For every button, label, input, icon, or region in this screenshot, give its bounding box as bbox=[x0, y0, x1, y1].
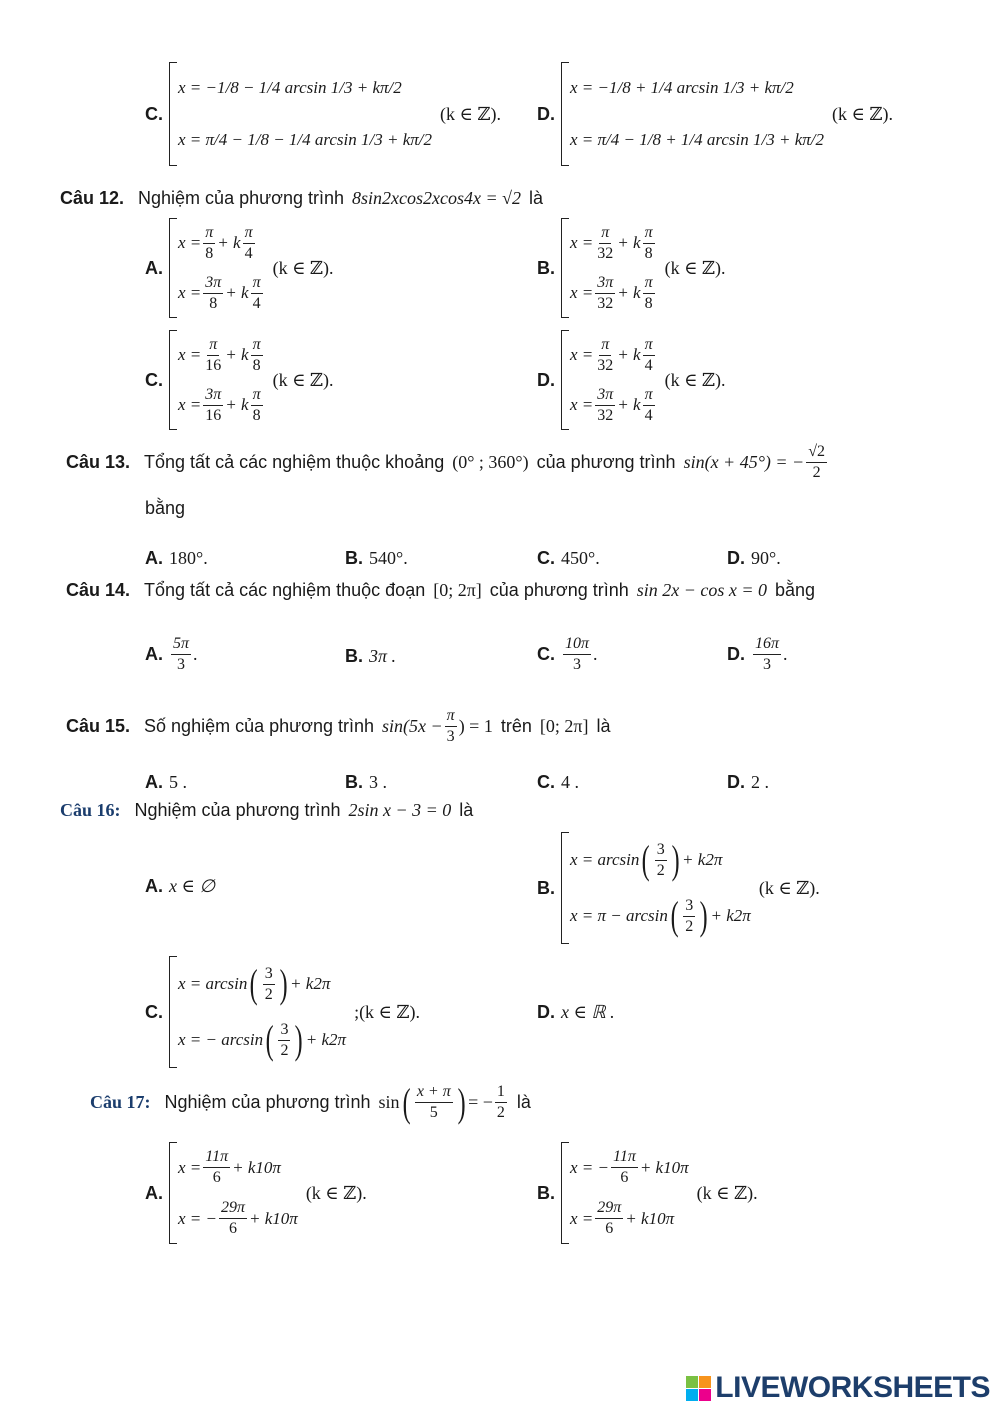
equation-fraction: $\frac{\pi}{3}$ bbox=[446, 707, 455, 745]
equation-row: x = − arcsin ( $\frac{3}{2}$ ) + k2π bbox=[178, 1017, 347, 1062]
option-label: A. bbox=[145, 644, 163, 664]
equation-row: x = π/4 − 1/8 + 1/4 arcsin 1/3 + kπ/2 bbox=[570, 130, 824, 149]
option-label: A. bbox=[145, 257, 163, 278]
q11-option-c[interactable] bbox=[145, 62, 501, 166]
q14-option-c[interactable]: C. $\frac{10\pi}{3}$ . bbox=[537, 635, 598, 673]
interval: (0° ; 360°) bbox=[452, 452, 529, 472]
option-label: C. bbox=[145, 369, 163, 390]
equation: 8sin2xcos2xcos4x = √2 bbox=[352, 188, 521, 208]
option-label: B. bbox=[537, 257, 555, 278]
question-number: Câu 17: bbox=[90, 1092, 151, 1112]
system-bracket bbox=[561, 832, 751, 944]
liveworksheets-logo bbox=[686, 1371, 990, 1405]
option-label: B. bbox=[345, 646, 363, 666]
question-text: Nghiệm của phương trình bbox=[138, 188, 344, 208]
question-14 bbox=[66, 580, 823, 601]
question-tail: là bbox=[516, 1092, 531, 1112]
option-label: C. bbox=[537, 772, 555, 792]
system-bracket bbox=[561, 218, 657, 318]
equation-row: x = $\frac{\pi}{16}$ + k $\frac{\pi}{8}$ bbox=[178, 335, 261, 374]
system-bracket bbox=[561, 1142, 689, 1244]
question-15 bbox=[66, 706, 618, 747]
option-label: D. bbox=[537, 1002, 555, 1022]
equation: 2sin x − 3 = 0 bbox=[348, 800, 452, 820]
option-label: D. bbox=[537, 103, 555, 124]
option-value: 90°. bbox=[751, 548, 781, 568]
equation-row: x = arcsin ( $\frac{3}{2}$ ) + k2π bbox=[570, 837, 723, 882]
k-integer-note: (k ∈ ℤ). bbox=[440, 103, 501, 124]
k-integer-note: (k ∈ ℤ). bbox=[696, 1182, 758, 1203]
option-label: D. bbox=[727, 772, 745, 792]
system-bracket bbox=[169, 330, 265, 430]
q13-option-c[interactable] bbox=[537, 548, 600, 569]
k-integer-note: (k ∈ ℤ). bbox=[272, 257, 334, 278]
option-value: 5 . bbox=[169, 772, 187, 792]
k-integer-note: ;(k ∈ ℤ). bbox=[354, 1001, 421, 1022]
equation-row: x = − $\frac{11\pi}{6}$ + k10π bbox=[570, 1148, 689, 1186]
equation-row: x = −1/8 + 1/4 arcsin 1/3 + kπ/2 bbox=[570, 78, 794, 97]
option-fraction: $\frac{10\pi}{3}$ bbox=[565, 635, 590, 673]
equation-row: x = $\frac{3\pi}{16}$ + k $\frac{\pi}{8}$ bbox=[178, 385, 261, 424]
equation-row: x = −1/8 − 1/4 arcsin 1/3 + kπ/2 bbox=[178, 78, 402, 97]
system-bracket bbox=[169, 62, 432, 166]
q12-option-c[interactable] bbox=[145, 330, 334, 430]
equation-fraction: $\frac{√2}{2}$ bbox=[808, 443, 825, 481]
q17-option-a[interactable] bbox=[145, 1142, 367, 1244]
question-number: Câu 15. bbox=[66, 716, 131, 736]
brand-text: LIVEWORKSHEETS bbox=[715, 1371, 990, 1404]
equation-row: x = $\frac{\pi}{8}$ + k $\frac{\pi}{4}$ bbox=[178, 223, 253, 262]
q11-option-d[interactable] bbox=[537, 62, 893, 166]
option-fraction: $\frac{5\pi}{3}$ bbox=[173, 635, 190, 673]
equation-row: x = $\frac{3\pi}{8}$ + k $\frac{\pi}{4}$ bbox=[178, 273, 261, 312]
question-text: Số nghiệm của phương trình bbox=[144, 716, 375, 736]
option-value: 180°. bbox=[169, 548, 208, 568]
q15-option-a[interactable] bbox=[145, 772, 187, 793]
q14-option-a[interactable]: A. $\frac{5\pi}{3}$ . bbox=[145, 635, 198, 673]
question-text-2: của phương trình bbox=[489, 580, 629, 600]
question-text: Nghiệm của phương trình bbox=[134, 800, 341, 820]
equation-row: x = $\frac{\pi}{32}$ + k $\frac{\pi}{4}$ bbox=[570, 335, 653, 374]
option-label: A. bbox=[145, 772, 163, 792]
question-text: Nghiệm của phương trình bbox=[164, 1092, 371, 1112]
equation-part: sin(5x − bbox=[382, 716, 443, 736]
question-tail: là bbox=[529, 188, 544, 208]
option-label: B. bbox=[345, 548, 363, 568]
option-value: x ∈ ℝ . bbox=[561, 1002, 615, 1022]
k-integer-note: (k ∈ ℤ). bbox=[305, 1182, 367, 1203]
q16-option-c[interactable] bbox=[145, 956, 420, 1068]
interval: [0; 2π] bbox=[539, 716, 589, 736]
question-number: Câu 14. bbox=[66, 580, 131, 600]
k-integer-note: (k ∈ ℤ). bbox=[832, 103, 893, 124]
equation-row: x = − $\frac{29\pi}{6}$ + k10π bbox=[178, 1199, 298, 1237]
question-16 bbox=[60, 800, 481, 821]
equation-part: ) = 1 bbox=[458, 716, 493, 736]
option-value: 3 . bbox=[369, 772, 387, 792]
system-bracket bbox=[169, 1142, 298, 1244]
question-text: Tổng tất cả các nghiệm thuộc đoạn bbox=[144, 580, 426, 600]
question-13 bbox=[66, 442, 829, 483]
option-label: D. bbox=[727, 644, 745, 664]
option-label: C. bbox=[145, 103, 163, 124]
question-text-2: trên bbox=[500, 716, 532, 736]
system-bracket bbox=[561, 330, 657, 430]
q12-option-a[interactable] bbox=[145, 218, 334, 318]
equation-part: = − bbox=[468, 1092, 493, 1112]
equation-row: x = $\frac{11\pi}{6}$ + k10π bbox=[178, 1148, 281, 1186]
q16-option-d[interactable] bbox=[537, 1002, 615, 1023]
paren-right: ) bbox=[457, 1079, 466, 1125]
question-number: Câu 12. bbox=[60, 188, 125, 208]
q15-option-b[interactable] bbox=[345, 772, 387, 793]
question-number: Câu 13. bbox=[66, 452, 131, 472]
option-label: A. bbox=[145, 876, 163, 896]
system-bracket bbox=[561, 62, 824, 166]
q13-option-a[interactable] bbox=[145, 548, 208, 569]
equation: sin(x + 45°) = − bbox=[683, 452, 805, 472]
option-label: C. bbox=[537, 644, 555, 664]
rhs-fraction: $\frac{1}{2}$ bbox=[496, 1083, 505, 1121]
option-label: A. bbox=[145, 548, 163, 568]
k-integer-note: (k ∈ ℤ). bbox=[664, 369, 726, 390]
option-value: 450°. bbox=[561, 548, 600, 568]
option-label: B. bbox=[537, 877, 555, 898]
option-label: C. bbox=[145, 1001, 163, 1022]
q15-option-c[interactable] bbox=[537, 772, 579, 793]
equation-row: x = $\frac{29\pi}{6}$ + k10π bbox=[570, 1199, 675, 1237]
option-value: 3π . bbox=[369, 646, 397, 666]
equation-row: x = π − arcsin ( $\frac{3}{2}$ ) + k2π bbox=[570, 893, 751, 938]
equation: sin 2x − cos x = 0 bbox=[636, 580, 768, 600]
q13-option-d[interactable] bbox=[727, 548, 781, 569]
question-13-tail bbox=[145, 498, 193, 519]
system-bracket bbox=[169, 218, 265, 318]
equation-row: x = $\frac{\pi}{32}$ + k $\frac{\pi}{8}$ bbox=[570, 223, 653, 262]
option-value: 2 . bbox=[751, 772, 769, 792]
q16-option-a[interactable] bbox=[145, 876, 215, 897]
option-label: B. bbox=[537, 1182, 555, 1203]
option-label: C. bbox=[537, 548, 555, 568]
q14-option-d[interactable]: D. $\frac{16\pi}{3}$ . bbox=[727, 635, 788, 673]
question-text: Tổng tất cả các nghiệm thuộc khoảng bbox=[144, 452, 445, 472]
question-number: Câu 16: bbox=[60, 800, 121, 820]
equation-row: x = arcsin ( $\frac{3}{2}$ ) + k2π bbox=[178, 961, 331, 1006]
option-value: 540°. bbox=[369, 548, 408, 568]
option-value: 4 . bbox=[561, 772, 579, 792]
equation-row: x = $\frac{3\pi}{32}$ + k $\frac{\pi}{4}$ bbox=[570, 385, 653, 424]
equation-row: x = π/4 − 1/8 − 1/4 arcsin 1/3 + kπ/2 bbox=[178, 130, 432, 149]
q12-option-d[interactable] bbox=[537, 330, 726, 430]
question-12 bbox=[60, 188, 551, 209]
question-tail: là bbox=[459, 800, 474, 820]
q13-option-b[interactable] bbox=[345, 548, 408, 569]
equation-row: x = $\frac{3\pi}{32}$ + k $\frac{\pi}{8}$ bbox=[570, 273, 653, 312]
k-integer-note: (k ∈ ℤ). bbox=[664, 257, 726, 278]
paren-left: ( bbox=[402, 1079, 411, 1125]
question-tail: là bbox=[596, 716, 611, 736]
q17-option-b[interactable] bbox=[537, 1142, 758, 1244]
question-17 bbox=[90, 1079, 539, 1125]
question-text-2: của phương trình bbox=[536, 452, 676, 472]
system-bracket bbox=[169, 956, 346, 1068]
k-integer-note: (k ∈ ℤ). bbox=[758, 877, 820, 898]
question-tail: bằng bbox=[145, 498, 186, 518]
interval: [0; 2π] bbox=[433, 580, 482, 600]
q16-option-b[interactable] bbox=[537, 832, 820, 944]
option-label: D. bbox=[727, 548, 745, 568]
liveworksheets-icon bbox=[686, 1376, 711, 1401]
option-value: x ∈ ∅ bbox=[169, 876, 215, 896]
option-label: D. bbox=[537, 369, 555, 390]
option-fraction: $\frac{16\pi}{3}$ bbox=[755, 635, 780, 673]
q15-option-d[interactable] bbox=[727, 772, 769, 793]
q12-option-b[interactable] bbox=[537, 218, 726, 318]
k-integer-note: (k ∈ ℤ). bbox=[272, 369, 334, 390]
equation-fraction: $\frac{x + \pi}{5}$ bbox=[416, 1083, 451, 1121]
option-label: B. bbox=[345, 772, 363, 792]
q14-option-b[interactable] bbox=[345, 646, 396, 667]
equation-part: sin bbox=[378, 1092, 400, 1112]
question-tail: bằng bbox=[775, 580, 816, 600]
option-label: A. bbox=[145, 1182, 163, 1203]
